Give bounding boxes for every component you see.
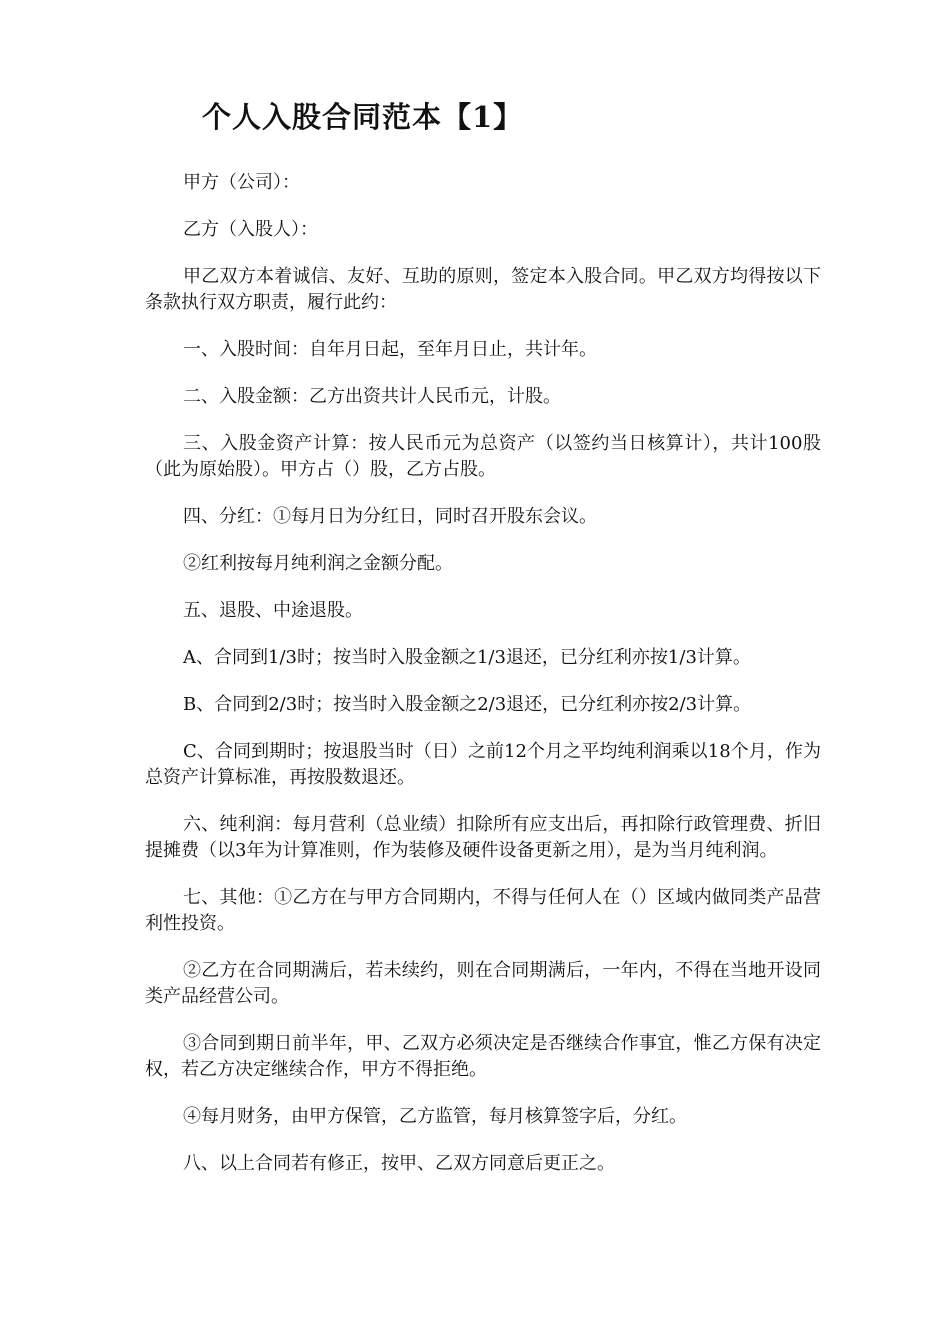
clause-3-asset-calculation: 三、入股金资产计算：按人民币元为总资产（以签约当日核算计），共计100股（此为原始股）。甲方占（）股，乙方占股。 xyxy=(145,433,821,480)
party-a-line: 甲方（公司）： xyxy=(183,172,300,193)
clause-5-item-b: B、合同到2/3时；按当时入股金额之2/3退还，已分红利亦按2/3计算。 xyxy=(183,694,752,715)
clause-6-net-profit: 六、纯利润：每月营利（总业绩）扣除所有应支出后，再扣除行政管理费、折旧提摊费（以3年为计算准则，作为装修及硬件设备更新之用），是为当月纯利润。 xyxy=(145,814,821,861)
party-b-line: 乙方（入股人）： xyxy=(183,219,318,240)
clause-5-withdrawal: 五、退股、中途退股。 xyxy=(183,600,363,621)
clause-7-other-3: ③合同到期日前半年，甲、乙双方必须决定是否继续合作事宜，惟乙方保有决定权，若乙方决定继续合作，甲方不得拒绝。 xyxy=(145,1033,821,1080)
clause-4-dividend-day: 四、分红：①每月日为分红日，同时召开股东会议。 xyxy=(183,506,597,527)
preamble-paragraph: 甲乙双方本着诚信、友好、互助的原则，签定本入股合同。甲乙双方均得按以下条款执行双方职责，履行此约： xyxy=(145,266,821,313)
clause-5-item-c: C、合同到期时；按退股当时（日）之前12个月之平均纯利润乘以18个月，作为总资产计算标准，再按股数退还。 xyxy=(145,741,821,788)
clause-7-other-1: 七、其他：①乙方在与甲方合同期内，不得与任何人在（）区域内做同类产品营利性投资。 xyxy=(145,887,821,934)
clause-8-amendments: 八、以上合同若有修正，按甲、乙双方同意后更正之。 xyxy=(183,1153,615,1174)
clause-5-item-a: A、合同到1/3时；按当时入股金额之1/3退还，已分红利亦按1/3计算。 xyxy=(183,647,751,668)
clause-7-other-2: ②乙方在合同期满后，若未续约，则在合同期满后，一年内，不得在当地开设同类产品经营公司。 xyxy=(145,960,821,1007)
clause-1-investment-period: 一、入股时间：自年月日起，至年月日止，共计年。 xyxy=(183,339,597,360)
document-body xyxy=(145,170,821,1198)
clause-7-other-4: ④每月财务，由甲方保管，乙方监管，每月核算签字后，分红。 xyxy=(183,1106,687,1127)
clause-2-investment-amount: 二、入股金额：乙方出资共计人民币元，计股。 xyxy=(183,386,561,407)
document-title: 个人入股合同范本【1】 xyxy=(202,100,524,134)
clause-4-dividend-distribution: ②红利按每月纯利润之金额分配。 xyxy=(183,553,453,574)
